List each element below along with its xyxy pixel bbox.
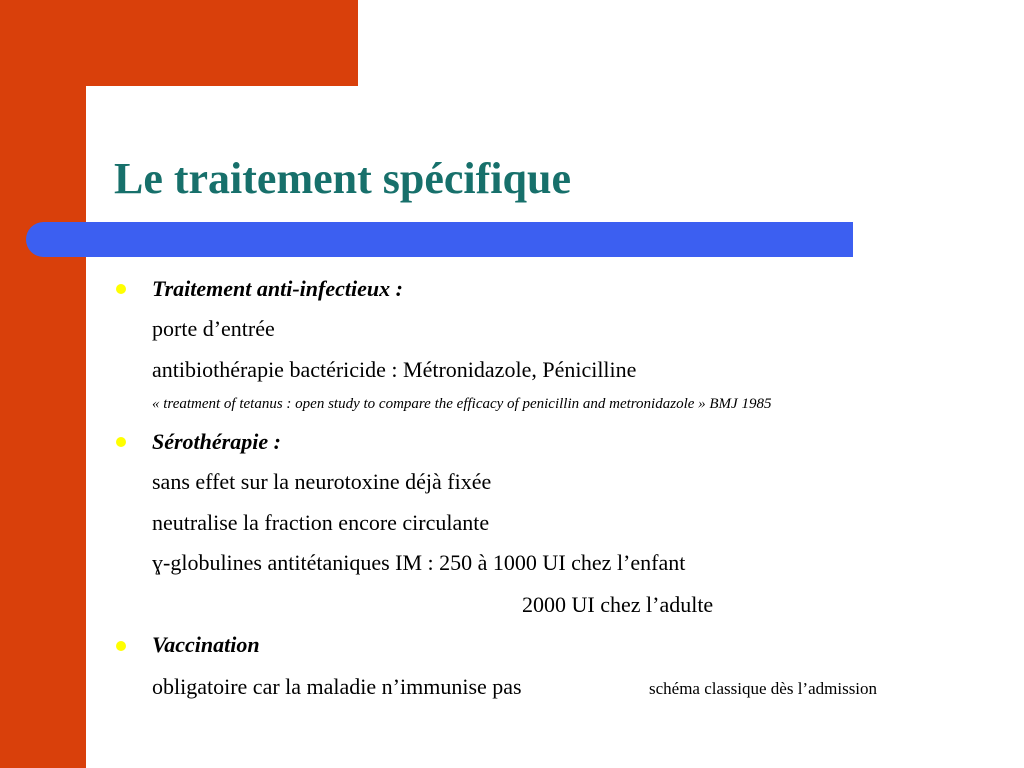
text-obligatoire: obligatoire car la maladie n’immunise pas	[152, 674, 522, 699]
text-antibiotherapie: antibiothérapie bactéricide : Métronidazole, Pénicilline	[152, 357, 637, 382]
section-heading-serotherapie: Sérothérapie :	[152, 429, 281, 454]
slide-title: Le traitement spécifique	[114, 154, 571, 203]
text-neutralise: neutralise la fraction encore circulante	[152, 510, 490, 535]
top-accent-block	[0, 0, 358, 86]
left-accent-bar	[0, 0, 86, 768]
bullet-icon	[116, 437, 126, 447]
text-dose-adulte: 2000 UI chez l’adulte	[522, 592, 714, 617]
text-schema-classique: schéma classique dès l’admission	[649, 679, 878, 698]
section-heading-vaccination: Vaccination	[152, 632, 260, 657]
title-underline-bar	[26, 222, 853, 257]
bullet-icon	[116, 284, 126, 294]
bullet-icon	[116, 641, 126, 651]
section-heading-anti-infectieux: Traitement anti-infectieux :	[152, 276, 403, 301]
text-globulines: ɣ-globulines antitétaniques IM : 250 à 1000 UI chez l’enfant	[152, 550, 686, 575]
text-sans-effet: sans effet sur la neurotoxine déjà fixée	[152, 469, 492, 494]
text-porte-entree: porte d’entrée	[152, 316, 275, 341]
text-reference-bmj: « treatment of tetanus : open study to compare the efficacy of penicillin and metronidazole » BMJ 1985	[152, 396, 772, 412]
